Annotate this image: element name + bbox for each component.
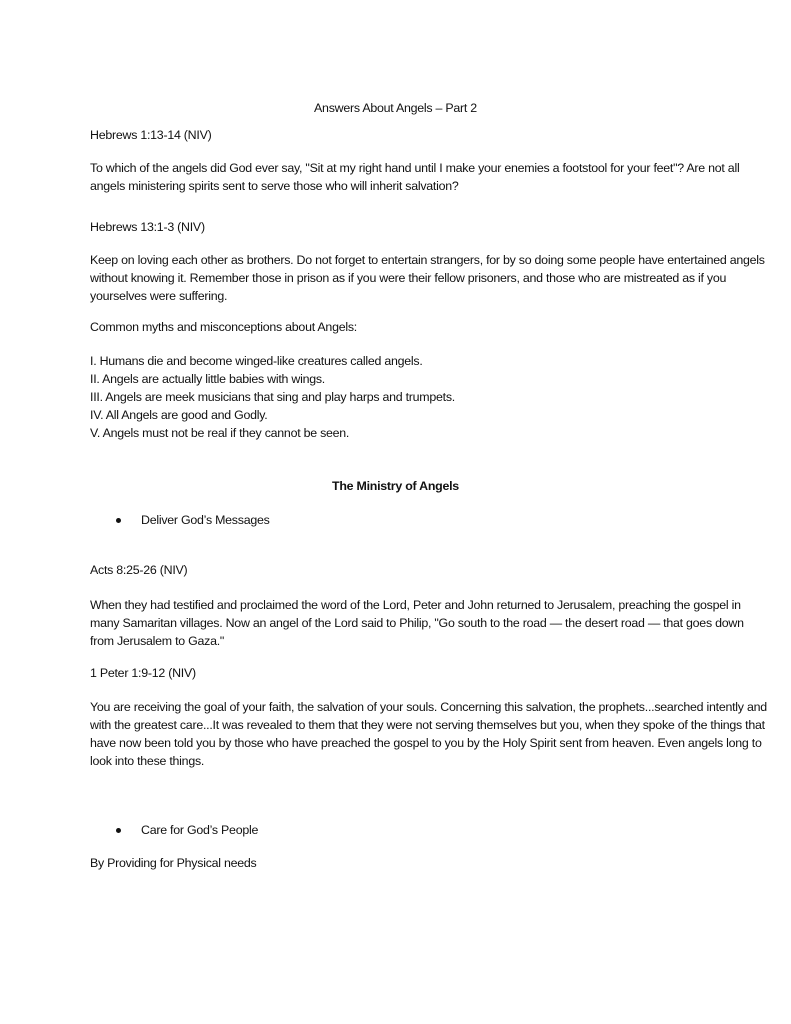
list-item: IV. All Angels are good and Godly. [90,408,268,422]
bullet-icon [116,518,121,523]
list-item: III. Angels are meek musicians that sing and play harps and trumpets. [90,390,455,404]
section-title: The Ministry of Angels [332,479,459,493]
passage-reference: Hebrews 1:13-14 (NIV) [90,128,212,142]
myths-heading: Common myths and misconceptions about Angels: [90,320,357,334]
bullet-icon [116,828,121,833]
passage-reference: Acts 8:25-26 (NIV) [90,563,188,577]
document-title: Answers About Angels – Part 2 [314,101,477,115]
bullet-label: Deliver God’s Messages [141,513,270,527]
bullet-label: Care for God’s People [141,823,259,837]
list-item: II. Angels are actually little babies with wings. [90,372,325,386]
bullet-item [116,823,258,837]
bullet-item [116,513,270,527]
passage-reference: Hebrews 13:1-3 (NIV) [90,220,205,234]
passage-text: Keep on loving each other as brothers. Do not forget to entertain strangers, for by so doing some people have entertained angels without knowing it. Remember those in prison as if you were their fellow prisoners, and those who are mistreated as if you yourselves were suffering. [90,253,765,303]
subheading: By Providing for Physical needs [90,856,257,870]
passage-text: When they had testified and proclaimed the word of the Lord, Peter and John returned to Jerusalem, preaching the gospel in many Samaritan villages. Now an angel of the Lord said to Philip, "Go south to the road — the desert road — that goes down from Jerusalem to Gaza." [90,598,744,648]
list-item: I. Humans die and become winged-like creatures called angels. [90,354,423,368]
passage-reference: 1 Peter 1:9-12 (NIV) [90,666,196,680]
list-item: V. Angels must not be real if they cannot be seen. [90,426,350,440]
myths-list [90,352,455,442]
passage-text: To which of the angels did God ever say, "Sit at my right hand until I make your enemies a footstool for your feet"? Are not all angels ministering spirits sent to serve those who will inherit salvation? [90,161,740,193]
passage-text: You are receiving the goal of your faith, the salvation of your souls. Concerning this salvation, the prophets...searched intently and with the greatest care...It was revealed to them that they were not serving themselves but you, when they spoke of the things that have now been told you by those who have preached the gospel to you by the Holy Spirit sent from heaven. Even angels long to look into these things. [90,700,767,768]
